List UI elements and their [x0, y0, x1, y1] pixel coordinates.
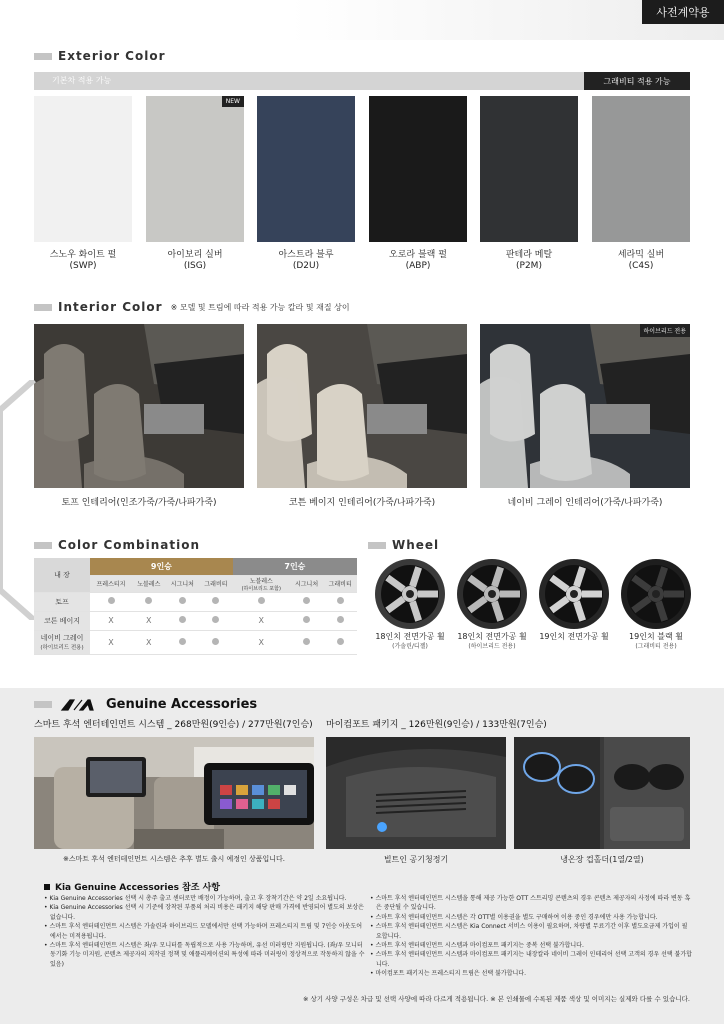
exterior-availability-bar	[34, 72, 690, 90]
bullet-square-icon	[44, 884, 50, 890]
table-row	[34, 611, 357, 630]
availability-cell	[233, 611, 290, 630]
availability-cell	[90, 592, 132, 611]
available-dot-icon	[212, 638, 219, 645]
table-row	[34, 630, 357, 654]
interior-section-head	[34, 298, 350, 316]
interior-photo	[34, 324, 244, 488]
color-name	[480, 250, 578, 272]
exterior-section-head	[34, 47, 166, 65]
color-name	[369, 250, 467, 272]
table-row	[34, 592, 357, 611]
interior-image	[34, 324, 244, 488]
available-dot-icon	[179, 638, 186, 645]
availability-cell	[290, 611, 324, 630]
exterior-title: Exterior Color	[58, 49, 166, 63]
wheel-caption	[614, 632, 698, 652]
cup-holder-image	[514, 737, 690, 849]
trim-subnote: (하이브리드 포함)	[241, 585, 281, 592]
kia-logo-icon	[60, 698, 100, 712]
interior-caption: 네이비 그레이 인테리어(가죽/나파가죽)	[507, 498, 663, 508]
trim-column-header	[90, 575, 132, 592]
wheel-name: 19인치 전면가공 휠	[539, 632, 609, 641]
built-in-air-purifier-image	[326, 737, 506, 849]
wheel-icon	[456, 558, 528, 630]
trim-name: 시그니처	[170, 581, 194, 588]
note-item: • 스마트 후석 엔터테인먼트 시스템은 Kia Connect 서비스 이용이 필요하며, 차량별 무료기간 이후 별도요금제 가입이 필요합니다.	[370, 923, 688, 940]
color-name-text: 스노우 화이트 펄	[49, 250, 117, 260]
available-dot-icon	[212, 616, 219, 623]
available-dot-icon	[179, 597, 186, 604]
section-marker	[34, 53, 52, 60]
note-item: • Kia Genuine Accessories 선택 시 기준에 장착된 부품의 처리 비용은 패키지 해당 판매 가격에 반영되어 별도의 보상은 없습니다.	[44, 904, 364, 921]
comfort-package-heading: 마이컴포트 패키지 _ 126만원(9인승) / 133만원(7인승)	[326, 720, 547, 730]
new-badge: NEW	[222, 96, 244, 107]
color-name-text: 아이보리 실버	[167, 250, 223, 260]
group-9-seat: 9인승	[90, 558, 233, 575]
unavailable-mark: X	[108, 616, 114, 625]
availability-cell	[132, 592, 166, 611]
trim-column-header	[290, 575, 324, 592]
wheel-caption	[368, 632, 452, 652]
color-swatch	[257, 96, 355, 242]
color-swatch	[369, 96, 467, 242]
color-name-text: 판테라 메탈	[505, 250, 553, 260]
interior-caption: 토프 인테리어(인조가죽/가죽/나파가죽)	[61, 498, 217, 508]
available-dot-icon	[108, 597, 115, 604]
available-dot-icon	[337, 616, 344, 623]
color-name-text: 오로라 블랙 펄	[389, 250, 447, 260]
trim-name: 그래비티	[328, 581, 352, 588]
interior-image	[480, 324, 690, 488]
availability-cell	[199, 592, 233, 611]
notes-left-column	[44, 894, 366, 969]
trim-name: 그래비티	[204, 581, 228, 588]
interior-row-label	[34, 611, 90, 630]
wheel-subnote: (가솔린/디젤)	[392, 643, 428, 650]
color-name	[146, 250, 244, 272]
cup-holder-caption: 냉온장 컵홀더(1열/2열)	[560, 855, 644, 864]
availability-cell	[199, 611, 233, 630]
trim-column-header	[199, 575, 233, 592]
availability-cell	[166, 592, 200, 611]
note-item: • 스마트 후석 엔터테인먼트 시스템을 통해 제공 가능한 OTT 스트리밍 콘텐츠의 경우 콘텐츠 제공자의 사정에 따라 변동 혹은 중단될 수 있습니다.	[370, 895, 691, 912]
available-dot-icon	[258, 597, 265, 604]
color-name	[257, 250, 355, 272]
wheel-icon	[538, 558, 610, 630]
combination-title: Color Combination	[58, 538, 201, 552]
available-dot-icon	[179, 616, 186, 623]
wheel-icon	[620, 558, 692, 630]
interior-image	[257, 324, 467, 488]
footer-disclaimer: ※ 상기 사양 구성은 차급 및 선택 사양에 따라 다르게 적용됩니다. ※ 본 인쇄물에 수록된 제품 색상 및 이미지는 실제와 다를 수 있습니다.	[303, 995, 690, 1003]
interior-caption: 코튼 베이지 인테리어(가죽/나파가죽)	[288, 498, 436, 508]
wheel-caption	[532, 632, 616, 642]
entertainment-heading: 스마트 후석 엔터테인먼트 시스템 _ 268만원(9인승) / 277만원(7인승)	[34, 720, 313, 730]
wheel-name: 18인치 전면가공 휠	[457, 632, 527, 641]
base-availability-label: 기본차 적용 가능	[52, 76, 112, 85]
unavailable-mark: X	[146, 637, 152, 647]
color-code: (ABP)	[405, 261, 431, 271]
color-swatch	[34, 96, 132, 242]
trim-column-header	[132, 575, 166, 592]
unavailable-mark: X	[258, 637, 264, 647]
note-item: • 스마트 후석 엔터테인먼트 시스템은 각 OTT별 이용권을 별도 구매하여 이용 중인 경우에만 사용 가능합니다.	[370, 913, 658, 921]
wheel-section-head	[368, 536, 439, 554]
kia-accessories-brand	[60, 697, 257, 712]
air-purifier-photo	[326, 737, 506, 849]
availability-cell	[90, 611, 132, 630]
entertainment-caption: ※스마트 후석 엔터테인먼트 시스템은 추후 별도 출시 예정인 상품입니다.	[63, 855, 285, 863]
availability-cell	[323, 611, 357, 630]
color-swatch	[592, 96, 690, 242]
interior-note: ※ 모델 및 트림에 따라 적용 가능 칼라 및 재질 상이	[170, 302, 350, 312]
color-code: (C4S)	[628, 261, 654, 271]
trim-name: 노블레스	[137, 581, 161, 588]
note-item: • 스마트 후석 엔터테인먼트 시스템과 마이컴포트 패키지는 내장칼라 네이비 그레이 인테리어 선택 고객의 경우 선택 불가합니다.	[370, 951, 692, 968]
combination-section-head	[34, 536, 200, 554]
availability-cell	[290, 630, 324, 654]
row-label-text: 코튼 베이지	[43, 616, 81, 625]
trim-name: 노블레스	[249, 577, 273, 585]
interior-title: Interior Color	[58, 300, 163, 314]
section-marker	[34, 542, 52, 549]
available-dot-icon	[337, 597, 344, 604]
interior-row-label	[34, 630, 90, 654]
trim-column-header	[166, 575, 200, 592]
color-swatch	[480, 96, 578, 242]
entertainment-photo	[34, 737, 314, 849]
availability-cell	[323, 592, 357, 611]
availability-cell	[233, 630, 290, 654]
notes-heading	[44, 880, 220, 893]
wheel-name: 19인치 블랙 휠	[629, 632, 683, 641]
wheel-name: 18인치 전면가공 휠	[375, 632, 445, 641]
table-corner: 내 장	[34, 558, 90, 592]
note-item: • 스마트 후석 엔터테인먼트 시스템은 좌/우 모니터를 독립적으로 사용 가능하며, 유선 미러링만 지원됩니다. (좌/우 모니터 동기화 기능 미지원, 콘텐츠 제공자의 저작권 정책 및 애플리케이션의 특성에 따라 미러링이 정상적으로 작동하지 않을 수 있음)	[44, 942, 365, 968]
wheel-title: Wheel	[392, 538, 440, 552]
row-label-sub: (하이브리드 전용)	[40, 645, 84, 651]
availability-cell	[290, 592, 324, 611]
interior-photo	[257, 324, 467, 488]
availability-cell	[199, 630, 233, 654]
availability-cell	[233, 592, 290, 611]
cup-holder-photo	[514, 737, 690, 849]
wheel-subnote: (하이브리드 전용)	[468, 643, 516, 650]
pre-contract-badge: 사전계약용	[642, 0, 724, 24]
availability-cell	[132, 630, 166, 654]
section-marker	[368, 542, 386, 549]
accessories-brand-text: Genuine Accessories	[106, 697, 258, 712]
unavailable-mark: X	[146, 616, 152, 625]
trim-name: 시그니처	[294, 581, 319, 588]
available-dot-icon	[303, 597, 310, 604]
available-dot-icon	[303, 616, 310, 623]
note-item: • 스마트 후석 엔터테인먼트 시스템은 가솔린과 하이브리드 모델에서만 선택 가능하며 프레스티지 트림 및 7인승 아웃도어에서는 미적용됩니다.	[44, 923, 363, 940]
color-name	[34, 250, 132, 272]
note-item: • 스마트 후석 엔터테인먼트 시스템과 마이컴포트 패키지는 중복 선택 불가합니다.	[370, 942, 584, 950]
trim-column-header	[233, 575, 290, 592]
color-swatch	[146, 96, 244, 242]
color-name-text: 세라믹 실버	[617, 250, 665, 260]
availability-cell	[90, 630, 132, 654]
interior-row-label	[34, 592, 90, 611]
trim-name: 프레스티지	[96, 581, 126, 588]
unavailable-mark: X	[108, 637, 114, 647]
note-item: • Kia Genuine Accessories 선택 시 총주 출고 센터로만 배정이 가능하며, 출고 후 장착기간은 약 2일 소요됩니다.	[44, 895, 347, 902]
color-code: (D2U)	[292, 261, 320, 271]
color-code: (ISG)	[183, 261, 207, 271]
wheel-caption	[450, 632, 534, 652]
group-7-seat: 7인승	[233, 558, 357, 575]
air-purifier-caption: 빌트인 공기청정기	[383, 855, 449, 864]
available-dot-icon	[212, 597, 219, 604]
unavailable-mark: X	[258, 616, 264, 625]
notes-right-column	[370, 894, 692, 979]
color-combination-table	[34, 558, 357, 655]
note-item: • 마이컴포트 패키지는 프레스티지 트림은 선택 불가합니다.	[370, 970, 526, 978]
color-code: (SWP)	[69, 261, 97, 271]
available-dot-icon	[303, 638, 310, 645]
hybrid-only-tag: 하이브리드 전용	[640, 324, 690, 337]
notes-title: Kia Genuine Accessories 참조 사항	[55, 883, 220, 893]
available-dot-icon	[337, 638, 344, 645]
section-marker	[34, 304, 52, 311]
availability-cell	[166, 611, 200, 630]
trim-column-header	[323, 575, 357, 592]
availability-cell	[166, 630, 200, 654]
wheel-icon	[374, 558, 446, 630]
color-name-text: 아스트라 블루	[278, 250, 334, 260]
color-name	[592, 250, 690, 272]
availability-cell	[132, 611, 166, 630]
rear-entertainment-image	[34, 737, 314, 849]
interior-photo	[480, 324, 690, 488]
row-label-text: 토프	[55, 597, 69, 606]
row-label-text: 네이비 그레이	[40, 634, 84, 642]
color-code: (P2M)	[516, 261, 542, 271]
gravity-availability-label: 그래비티 적용 가능	[584, 72, 690, 90]
wheel-subnote: (그래비티 전용)	[635, 643, 677, 650]
available-dot-icon	[145, 597, 152, 604]
availability-cell	[323, 630, 357, 654]
top-band	[0, 0, 724, 40]
